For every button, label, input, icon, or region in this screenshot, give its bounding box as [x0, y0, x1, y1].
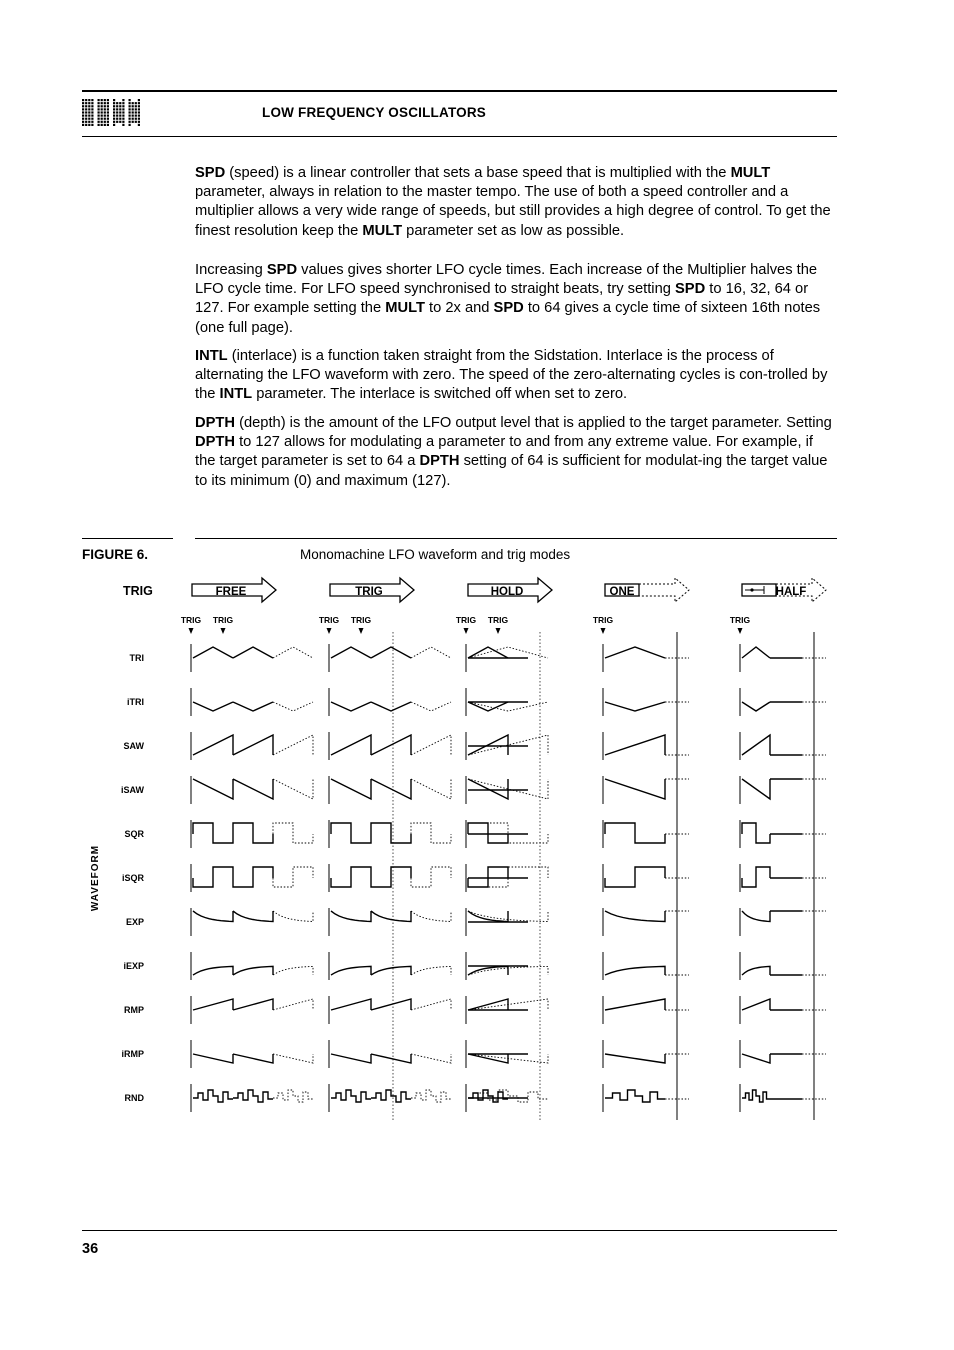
waveform-plot	[329, 644, 451, 672]
waveform-plot	[466, 820, 548, 848]
waveform-label: iSAW	[120, 785, 144, 795]
svg-text:TRIG: TRIG	[487, 615, 509, 625]
trig-marker	[593, 615, 614, 634]
waveform-plot	[740, 820, 826, 848]
svg-text:TRIG: TRIG	[455, 615, 477, 625]
waveform-plot	[740, 776, 826, 804]
waveform-plot	[329, 908, 451, 936]
waveform-plot	[740, 644, 826, 672]
trig-mode-label: HALF	[775, 586, 807, 598]
page-number: 36	[82, 1241, 99, 1257]
waveform-plot	[191, 952, 313, 980]
waveform-plot	[191, 776, 313, 804]
waveform-plot	[740, 688, 826, 716]
svg-text:TRIG: TRIG	[180, 615, 202, 625]
waveform-plot	[603, 820, 689, 848]
waveform-plot	[329, 776, 451, 804]
waveform-plot	[603, 908, 689, 936]
waveform-plot	[191, 644, 313, 672]
waveform-plot	[603, 864, 689, 892]
waveform-axis-label: WAVEFORM	[90, 844, 101, 912]
waveform-plot	[740, 908, 826, 936]
trig-mode-label: ONE	[609, 586, 635, 598]
waveform-plot	[603, 644, 689, 672]
waveform-label: iRMP	[121, 1049, 144, 1059]
waveform-plot	[603, 732, 689, 760]
waveform-row-iexp	[123, 952, 826, 980]
waveform-plot	[603, 952, 689, 980]
figure-label: FIGURE 6.	[82, 547, 149, 562]
waveform-plot	[466, 776, 548, 804]
trig-marker	[456, 615, 477, 634]
waveform-row-itri	[127, 688, 826, 716]
svg-text:TRIG: TRIG	[592, 615, 614, 625]
waveform-plot	[603, 996, 689, 1024]
waveform-plot	[466, 1040, 548, 1068]
waveform-row-irmp	[122, 1040, 827, 1068]
waveform-plot	[466, 864, 548, 892]
waveform-label: SAW	[123, 741, 144, 751]
svg-text:TRIG: TRIG	[318, 615, 340, 625]
figure-rule-left	[82, 538, 173, 539]
svg-text:TRIG: TRIG	[350, 615, 372, 625]
waveform-plot	[191, 864, 313, 892]
waveform-plot	[191, 820, 313, 848]
header-top-rule	[82, 90, 837, 92]
svg-text:TRIG: TRIG	[212, 615, 234, 625]
trig-mode-label: FREE	[215, 586, 247, 598]
waveform-plot	[329, 996, 451, 1024]
trig-mode-label: HOLD	[490, 586, 524, 598]
spd-increasing-paragraph: Increasing SPD values gives shorter LFO cycle times. Each increase of the Multiplier halves the LFO cycle time. For LFO speed synchronised to straight beats, try setting SPD to 16, 32, 64 or 127. For example setting the MULT to 2x and SPD to 64 gives a cycle time of sixteen 16th notes (one full page).	[195, 262, 821, 336]
waveform-row-exp	[126, 908, 826, 936]
trig-marker	[730, 615, 751, 634]
waveform-plot	[603, 1084, 689, 1112]
section-title: LOW FREQUENCY OSCILLATORS	[262, 105, 487, 120]
trig-mode-label: TRIG	[355, 586, 383, 598]
waveform-label: TRI	[129, 653, 144, 663]
waveform-label: RND	[124, 1093, 144, 1103]
waveform-row-sqr	[124, 820, 826, 848]
waveform-plot	[740, 732, 826, 760]
waveform-plot	[603, 776, 689, 804]
spd-paragraph: SPD (speed) is a linear controller that sets a base speed that is multiplied with the MULT parameter, always in relation to the master tempo. The use of both a speed controller and a multiplier allows a very wide range of speeds, but still provides a high degree of control. To get the finest resolution keep the MULT parameter set as low as possible.	[195, 165, 831, 239]
trig-mode-free	[181, 578, 276, 634]
waveform-plot	[191, 1084, 313, 1112]
waveform-label: RMP	[124, 1005, 144, 1015]
waveform-label: EXP	[125, 917, 144, 927]
waveform-label: iSQR	[121, 873, 144, 883]
waveform-plot	[603, 688, 689, 716]
waveform-plot	[191, 908, 313, 936]
trig-mode-one	[593, 578, 689, 634]
waveform-plot	[191, 1040, 313, 1068]
trig-mode-half	[730, 578, 826, 634]
waveform-row-isqr	[122, 864, 826, 892]
trig-marker	[213, 615, 234, 634]
waveform-plot	[329, 688, 451, 716]
waveform-plot	[740, 864, 826, 892]
waveform-plot	[191, 688, 313, 716]
trig-mode-trig	[319, 578, 414, 634]
figure-caption: Monomachine LFO waveform and trig modes	[300, 547, 571, 562]
waveform-plot	[466, 644, 548, 672]
waveform-plot	[191, 732, 313, 760]
waveform-plot	[740, 996, 826, 1024]
waveform-plot	[329, 732, 451, 760]
trig-row-header: TRIG	[123, 584, 153, 598]
waveform-plot	[740, 1040, 826, 1068]
waveform-plot	[329, 820, 451, 848]
waveform-plot	[329, 1084, 451, 1112]
waveform-label: iEXP	[123, 961, 144, 971]
waveform-plot	[740, 1084, 826, 1112]
waveform-plot	[466, 908, 548, 936]
trig-marker	[488, 615, 509, 634]
waveform-row-isaw	[121, 776, 826, 804]
waveform-label: iTRI	[127, 697, 144, 707]
footer-rule	[82, 1230, 837, 1231]
waveform-plot	[466, 732, 548, 760]
elektron-logo	[82, 99, 142, 127]
svg-text:TRIG: TRIG	[729, 615, 751, 625]
trig-marker	[181, 615, 202, 634]
trig-marker	[351, 615, 372, 634]
dpth-paragraph: DPTH (depth) is the amount of the LFO output level that is applied to the target parameter. Setting DPTH to 127 allows for modulating a parameter to and from any extreme value. For example, if the target parameter is set to 64 a DPTH setting of 64 is sufficient for modulat-ing the target value to its minimum (0) and maximum (127).	[195, 415, 832, 489]
waveform-plot	[329, 1040, 451, 1068]
waveform-row-rnd	[125, 1084, 827, 1112]
logo-dots	[82, 99, 140, 126]
header-bottom-rule	[82, 136, 837, 137]
waveform-row-tri	[130, 644, 827, 672]
trig-mode-hold	[456, 578, 552, 634]
trig-marker	[319, 615, 340, 634]
intl-paragraph: INTL (interlace) is a function taken straight from the Sidstation. Interlace is the process of alternating the LFO waveform with zero. The speed of the zero-alternating cycles is con-trolled by the INTL parameter. The interlace is switched off when set to zero.	[195, 348, 828, 403]
lfo-waveform-diagram	[82, 570, 842, 1130]
figure-rule-right	[195, 538, 837, 539]
waveform-plot	[329, 864, 451, 892]
waveform-plot	[329, 952, 451, 980]
waveform-plot	[466, 952, 548, 980]
waveform-row-rmp	[124, 996, 826, 1024]
waveform-plot	[466, 1084, 548, 1112]
waveform-row-saw	[123, 732, 826, 760]
waveform-plot	[191, 996, 313, 1024]
waveform-plot	[603, 1040, 689, 1068]
waveform-plot	[740, 952, 826, 980]
waveform-label: SQR	[124, 829, 144, 839]
waveform-plot	[466, 996, 548, 1024]
waveform-plot	[466, 688, 548, 716]
